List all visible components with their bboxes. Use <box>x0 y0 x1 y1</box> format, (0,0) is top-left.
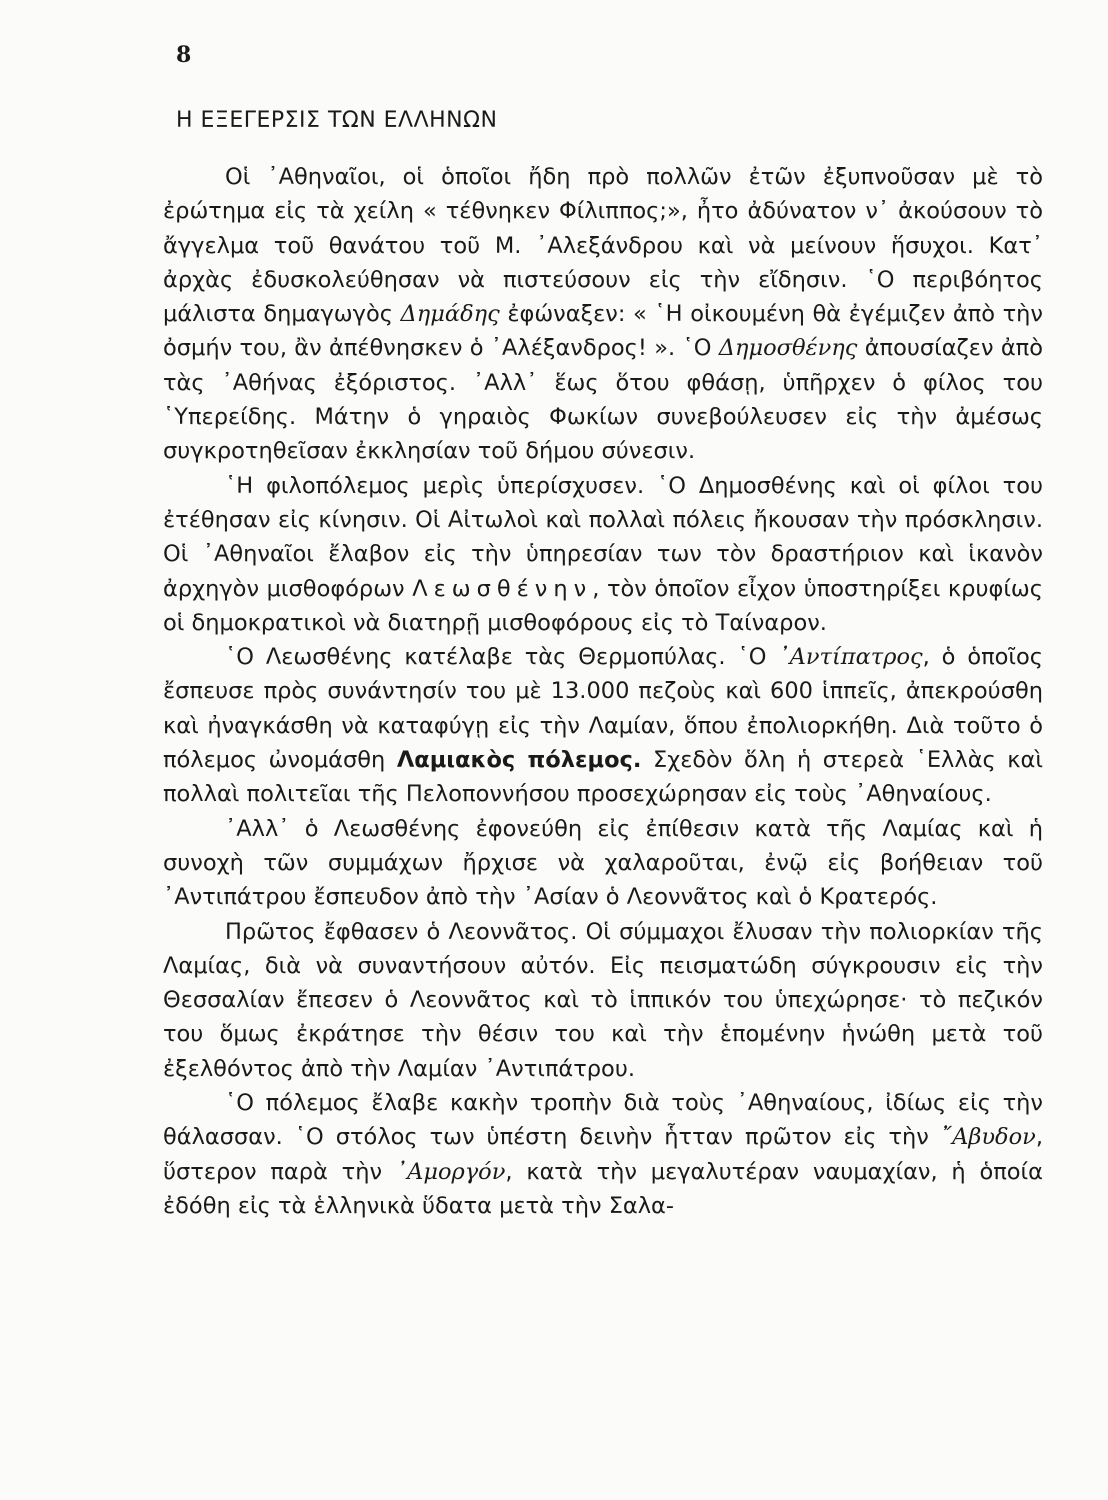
paragraph-4: ᾿Αλλ᾿ ὁ Λεωσθένης ἐφονεύθη εἰς ἐπίθεσιν κατὰ τῆς Λαμίας καὶ ἡ συνοχὴ τῶν συμμάχων ἤρχισε νὰ χαλαροῦται, ἐνῷ εἰς βοήθειαν τοῦ ᾿Αντιπάτρου ἔσπευδον ἀπὸ τὴν ᾿Ασίαν ὁ Λεοννᾶτος καὶ ὁ Κρατερός. <box>163 815 1043 911</box>
place-amorgos: ᾿Αμοργόν <box>395 1158 506 1185</box>
place-abydos: ῎Αβυδον <box>940 1124 1036 1151</box>
name-leosthenes: Λεωσθένην <box>412 575 593 602</box>
name-demades: Δημάδης <box>400 301 500 328</box>
paragraph-6: ῾Ο πόλεμος ἔλαβε κακὴν τροπὴν διὰ τοὺς ᾿Αθηναίους, ἰδίως εἰς τὴν θάλασσαν. ῾Ο στόλος των ὑπέστη δεινὴν ἧτταν πρῶτον εἰς τὴν ῎Αβυδον, ὕστερον παρὰ τὴν ᾿Αμοργόν, κατὰ τὴν μεγαλυτέραν ναυμαχίαν, ἡ ὁποία ἐδόθη εἰς τὰ ἑλληνικὰ ὕδατα μετὰ τὴν Σαλα- <box>163 1090 1043 1219</box>
name-antipatros: ᾿Αντίπατρος <box>778 644 923 671</box>
page-number: 8 <box>176 42 192 68</box>
main-text <box>163 160 1043 1223</box>
term-lamian-war: Λαμιακὸς πόλεμος. <box>396 747 642 774</box>
paragraph-2: ῾Η φιλοπόλεμος μερὶς ὑπερίσχυσεν. ῾Ο Δημοσθένης καὶ οἱ φίλοι του ἐτέθησαν εἰς κίνησιν. Οἱ Αἰτωλοὶ καὶ πολλαὶ πόλεις ἤκουσαν τὴν πρόσκλησιν. Οἱ ᾿Αθηναῖοι ἔλαβον εἰς τὴν ὑπηρεσίαν των τὸν δραστήριον καὶ ἱκανὸν ἀρχηγὸν μισθοφόρων Λεωσθένην, τὸν ὁποῖον εἶχον ὑποστηρίξει κρυφίως οἱ δημοκρατικοὶ νὰ διατηρῇ μισθοφόρους εἰς τὸ Ταίναρον. <box>163 472 1043 636</box>
paragraph-1: Οἱ ᾿Αθηναῖοι, οἱ ὁποῖοι ἤδη πρὸ πολλῶν ἐτῶν ἐξυπνοῦσαν μὲ τὸ ἐρώτημα εἰς τὰ χείλη « τέθνηκεν Φίλιππος;», ἦτο ἀδύνατον ν᾿ ἀκούσουν τὸ ἄγγελμα τοῦ θανάτου τοῦ Μ. ᾿Αλεξάνδρου καὶ νὰ μείνουν ἥσυχοι. Κατ᾿ ἀρχὰς ἐδυσκολεύθησαν νὰ πιστεύσουν εἰς τὴν εἴδησιν. ῾Ο περιβόητος μάλιστα δημαγωγὸς Δημάδης ἐφώναξεν: « ῾Η οἰκουμένη θὰ ἐγέμιζεν ἀπὸ τὴν ὀσμήν του, ἂν ἀπέθνησκεν ὁ ᾿Αλέξανδρος! ». ῾Ο Δημοσθένης ἀπουσίαζεν ἀπὸ τὰς ᾿Αθήνας ἐξόριστος. ᾿Αλλ᾿ ἕως ὅτου φθάσῃ, ὑπῆρχεν ὁ φίλος του ῾Υπερείδης. Μάτην ὁ γηραιὸς Φωκίων συνεβούλευσεν εἰς τὴν ἀμέσως συγκροτηθεῖσαν ἐκκλησίαν τοῦ δήμου σύνεσιν. <box>163 164 1043 465</box>
running-title: Η ΕΞΕΓΕΡΣΙΣ ΤΩΝ ΕΛΛΗΝΩΝ <box>176 108 498 133</box>
paragraph-3: ῾Ο Λεωσθένης κατέλαβε τὰς Θερμοπύλας. ῾Ο ᾿Αντίπατρος, ὁ ὁποῖος ἔσπευσε πρὸς συνάντησίν του μὲ 13.000 πεζοὺς καὶ 600 ἱππεῖς, ἀπεκρούσθη καὶ ἠναγκάσθη νὰ καταφύγῃ εἰς τὴν Λαμίαν, ὅπου ἐπολιορκήθη. Διὰ τοῦτο ὁ πόλεμος ὠνομάσθη Λαμιακὸς πόλεμος. Σχεδὸν ὅλη ἡ στερεὰ ῾Ελλὰς καὶ πολλαὶ πολιτεῖαι τῆς Πελοποννήσου προσεχώρησαν εἰς τοὺς ᾿Αθηναίους. <box>163 644 1044 808</box>
paragraph-5: Πρῶτος ἔφθασεν ὁ Λεοννᾶτος. Οἱ σύμμαχοι ἔλυσαν τὴν πολιορκίαν τῆς Λαμίας, διὰ νὰ συναντήσουν αὐτόν. Εἰς πεισματώδη σύγκρουσιν εἰς τὴν Θεσσαλίαν ἔπεσεν ὁ Λεοννᾶτος καὶ τὸ ἱππικόν του ὑπεχώρησε· τὸ πεζικόν του ὅμως ἐκράτησε τὴν θέσιν του καὶ τὴν ἑπομένην ἡνώθη μετὰ τοῦ ἐξελθόντος ἀπὸ τὴν Λαμίαν ᾿Αντιπάτρου. <box>163 918 1043 1082</box>
name-demosthenes: Δημοσθένης <box>718 335 858 362</box>
